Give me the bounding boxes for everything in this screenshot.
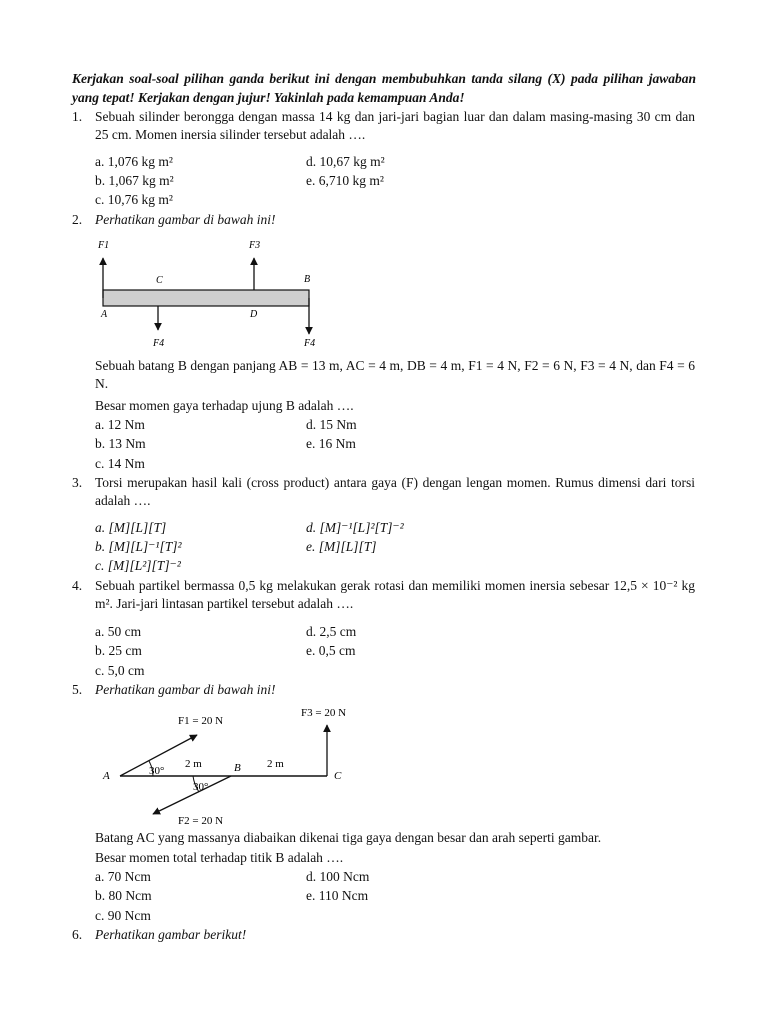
label-b: B [304, 274, 311, 285]
q1-number: 1. [72, 109, 83, 124]
q2-question: Besar momen gaya terhadap ujung B adalah …. [95, 398, 354, 413]
label-a: A [103, 770, 110, 782]
q1-option-a[interactable]: a. 1,076 kg m² [95, 154, 173, 169]
q1-text: Sebuah silinder berongga dengan massa 14 kg dan jari-jari bagian luar dan dalam masing-masing 30 cm dan 25 cm. Momen inersia silinder tersebut adalah …. [95, 109, 695, 142]
label-f3: F3 [249, 240, 261, 251]
q5-option-e[interactable]: e. 110 Ncm [306, 888, 369, 903]
q6-number: 6. [72, 927, 83, 942]
label-length-bc: 2 m [267, 758, 284, 770]
label-c: C [156, 275, 163, 286]
label-angle-a: 30° [149, 765, 165, 777]
arrow-f2 [153, 776, 231, 814]
q2-option-b[interactable]: b. 13 Nm [95, 436, 146, 451]
q3-text: Torsi merupakan hasil kali (cross product) antara gaya (F) dengan lengan momen. Rumus dimensi dari torsi adalah …. [95, 475, 695, 508]
q5-option-c[interactable]: c. 90 Ncm [95, 908, 151, 923]
q4-text: Sebuah partikel bermassa 0,5 kg melakukan gerak rotasi dan memiliki momen inersia sebesar 12,5 × 10⁻² kg m². Jari-jari lintasan partikel tersebut adalah …. [95, 578, 695, 611]
q2-option-d[interactable]: d. 15 Nm [306, 417, 357, 432]
q2-option-e[interactable]: e. 16 Nm [306, 436, 356, 451]
q2-text: Sebuah batang B dengan panjang AB = 13 m, AC = 4 m, DB = 4 m, F1 = 4 N, F2 = 6 N, F3 = 4 N, dan F4 = 6 N. [95, 358, 695, 391]
q2-option-a[interactable]: a. 12 Nm [95, 417, 145, 432]
label-f3: F3 = 20 N [301, 707, 347, 719]
q4-option-a[interactable]: a. 50 cm [95, 624, 142, 639]
q3-option-b[interactable]: b. [M][L]⁻¹[T]² [95, 539, 182, 554]
label-b: B [234, 762, 241, 774]
q5-option-b[interactable]: b. 80 Ncm [95, 888, 152, 903]
q4-option-e[interactable]: e. 0,5 cm [306, 643, 356, 658]
q6-prompt: Perhatikan gambar berikut! [95, 927, 247, 942]
label-length-ab: 2 m [185, 758, 202, 770]
q3-option-c[interactable]: c. [M][L²][T]⁻² [95, 558, 181, 573]
q1-option-b[interactable]: b. 1,067 kg m² [95, 173, 174, 188]
q1-option-d[interactable]: d. 10,67 kg m² [306, 154, 385, 169]
q2-number: 2. [72, 212, 83, 227]
q2-beam-figure [90, 234, 330, 352]
label-f1: F1 [98, 240, 110, 251]
q4-option-d[interactable]: d. 2,5 cm [306, 624, 357, 639]
q4-option-b[interactable]: b. 25 cm [95, 643, 142, 658]
label-d: D [250, 309, 258, 320]
beam-rod [103, 290, 309, 306]
q1-option-c[interactable]: c. 10,76 kg m² [95, 192, 173, 207]
q3-option-e[interactable]: e. [M][L][T] [306, 539, 377, 554]
q5-number: 5. [72, 682, 83, 697]
q5-rod-figure [95, 700, 365, 828]
label-angle-b: 30° [193, 781, 209, 793]
label-f4-right: F4 [304, 338, 316, 349]
q5-prompt: Perhatikan gambar di bawah ini! [95, 682, 276, 697]
label-f2: F2 = 20 N [178, 815, 224, 827]
q5-text: Batang AC yang massanya diabaikan dikenai tiga gaya dengan besar dan arah seperti gambar. [95, 830, 602, 845]
q1-option-e[interactable]: e. 6,710 kg m² [306, 173, 384, 188]
q3-option-a[interactable]: a. [M][L][T] [95, 520, 167, 535]
label-c: C [334, 770, 342, 782]
q3-option-d[interactable]: d. [M]⁻¹[L]²[T]⁻² [306, 520, 404, 535]
q3-number: 3. [72, 475, 83, 490]
label-f4-left: F4 [153, 338, 165, 349]
q2-option-c[interactable]: c. 14 Nm [95, 456, 145, 471]
q4-option-c[interactable]: c. 5,0 cm [95, 663, 145, 678]
q4-number: 4. [72, 578, 83, 593]
q5-option-d[interactable]: d. 100 Ncm [306, 869, 370, 884]
q5-question: Besar momen total terhadap titik B adalah …. [95, 850, 344, 865]
q5-option-a[interactable]: a. 70 Ncm [95, 869, 151, 884]
q2-prompt: Perhatikan gambar di bawah ini! [95, 212, 276, 227]
instruction-text: Kerjakan soal-soal pilihan ganda berikut ini dengan membubuhkan tanda silang (X) pada pilihan jawaban yang tepat! Kerjakan dengan jujur! Yakinlah pada kemampuan Anda! [72, 71, 696, 105]
label-f1: F1 = 20 N [178, 715, 224, 727]
label-a: A [101, 309, 108, 320]
